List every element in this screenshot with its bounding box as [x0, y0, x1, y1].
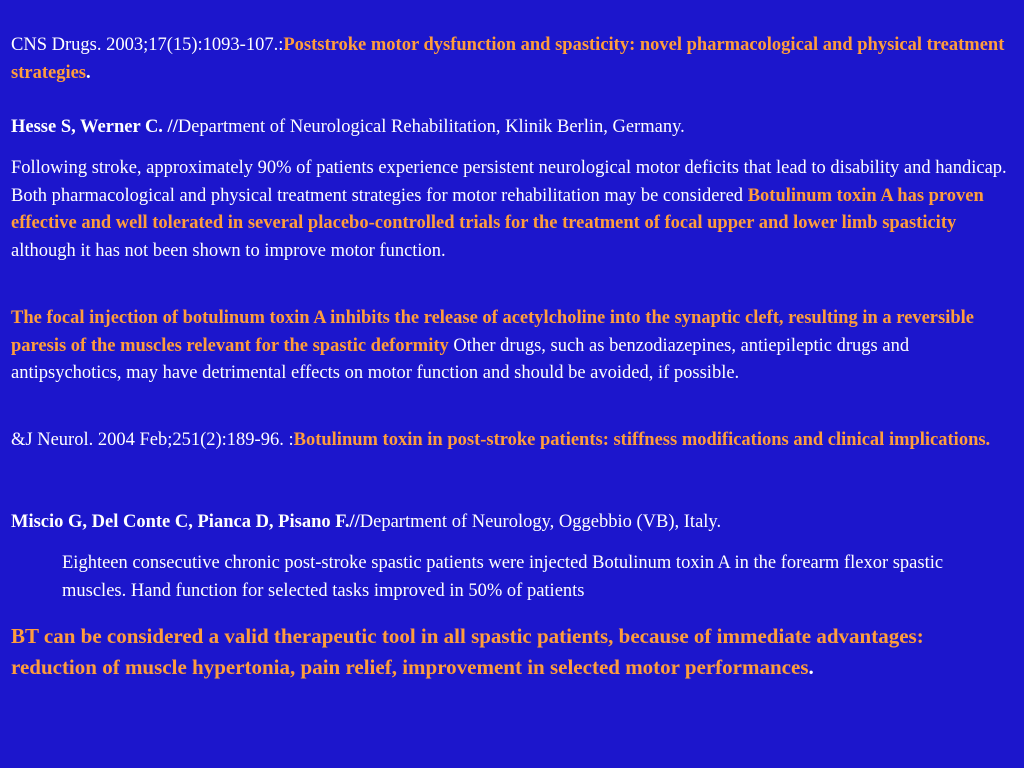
study-summary [62, 550, 982, 605]
conclusion [11, 621, 1011, 683]
reference-1-title: Poststroke motor dysfunction and spasticity: novel pharmacological and physical treatment strategies [11, 35, 1005, 83]
reference-2-title: Botulinum toxin in post-stroke patients: stiffness modifications and clinical implications. [293, 430, 991, 450]
reference-2 [11, 427, 1019, 455]
authors-1 [11, 114, 1019, 142]
abstract-1-text-a: Following stroke, approximately 90% of patients experience persistent neurological motor deficits that lead to disability and handicap. Both pharmacological and physical treatment strategies for motor rehabilitation may be considered [11, 158, 1007, 206]
authors-1-names: Hesse S, Werner C. // [11, 117, 178, 137]
authors-2-names: Miscio G, Del Conte C, Pianca D, Pisano F.// [11, 512, 360, 532]
abstract-1-text-b: although it has not been shown to improve motor function. [11, 240, 446, 261]
conclusion-highlight: BT can be considered a valid therapeutic tool in all spastic patients, because of immediate advantages: reduction of muscle hypertonia, pain relief, improvement in selected motor performances [11, 624, 924, 679]
reference-1 [11, 32, 1019, 87]
reference-1-citation: CNS Drugs. 2003;17(15):1093-107.: [11, 35, 284, 55]
reference-1-end: . [86, 62, 91, 83]
conclusion-end: . [808, 655, 814, 679]
abstract-1 [11, 155, 1019, 265]
study-summary-text: Eighteen consecutive chronic post-stroke spastic patients were injected Botulinum toxin A in the forearm flexor spastic muscles. Hand function for selected tasks improved in 50% of patients [62, 553, 944, 601]
abstract-2-highlight: The focal injection of botulinum toxin A inhibits the release of acetylcholine into the synaptic cleft, resulting in a reversible paresis of the muscles relevant for the spastic deformity [11, 308, 974, 356]
authors-2-affiliation: Department of Neurology, Oggebbio (VB), Italy. [359, 512, 722, 532]
abstract-2-text: Other drugs, such as benzodiazepines, antiepileptic drugs and antipsychotics, may have detrimental effects on motor function and should be avoided, if possible. [11, 335, 910, 383]
abstract-2 [11, 305, 1019, 388]
authors-2 [11, 509, 1019, 537]
abstract-1-highlight: Botulinum toxin A has proven effective and well tolerated in several placebo-controlled trials for the treatment of focal upper and lower limb spasticity [11, 185, 984, 233]
authors-1-affiliation: Department of Neurological Rehabilitation, Klinik Berlin, Germany. [177, 117, 685, 137]
reference-2-citation: &J Neurol. 2004 Feb;251(2):189-96. : [11, 430, 294, 450]
